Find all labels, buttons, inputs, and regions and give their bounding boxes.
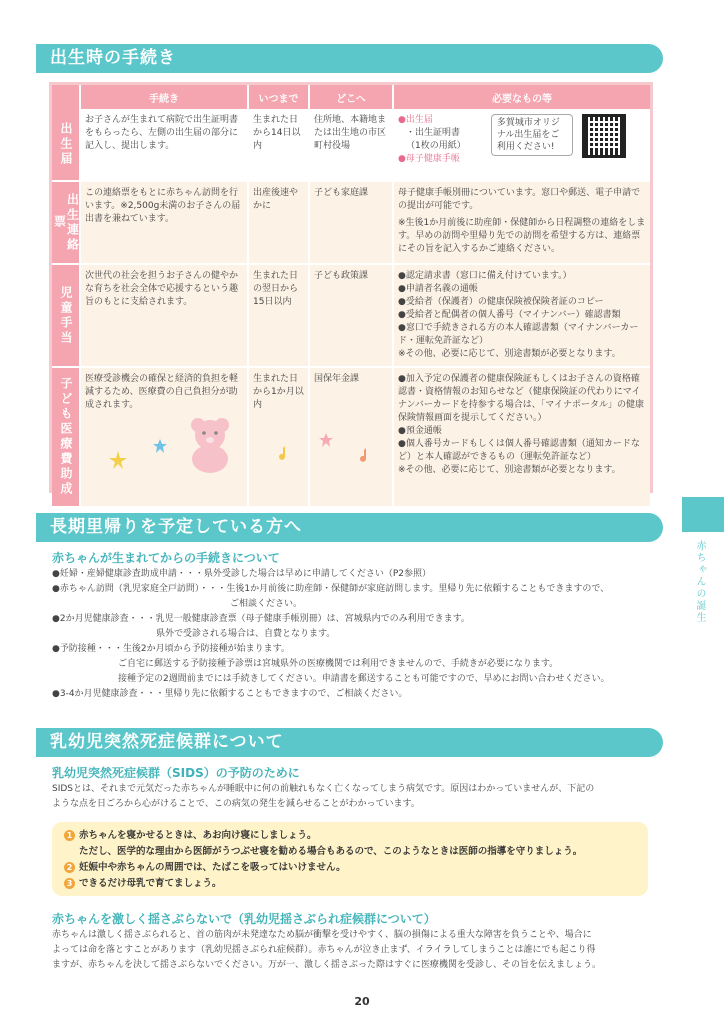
list-item: ●予防接種・・・生後2か月頃から予防接種が始まります。 — [52, 644, 290, 654]
requirements — [393, 181, 650, 264]
deadline: 生まれた日から14日以内 — [248, 109, 309, 181]
qr-code-icon[interactable] — [582, 114, 626, 158]
tip-item — [64, 828, 636, 844]
tip-text: できるだけ母乳で育てましょう。 — [79, 878, 222, 889]
chapter-tab[interactable] — [682, 497, 724, 532]
page-number: 20 — [354, 995, 370, 1008]
deadline: 生まれた日の翌日から15日以内 — [248, 264, 309, 367]
column-header: どこへ — [309, 85, 393, 109]
deadline: 生まれた日から1か月以内 — [248, 367, 309, 507]
section-title-birth-procedures: 出生時の手続き — [36, 44, 663, 73]
number-badge: 3 — [64, 878, 75, 889]
tip-item — [64, 844, 636, 860]
star-icon — [318, 432, 334, 448]
row-label: 子ども医療費助成 — [52, 367, 80, 507]
req-item: 母子健康手帳別冊についています。窓口や郵送、電子申請での提出が可能です。 — [398, 188, 641, 211]
tip-text: 妊娠中や赤ちゃんの周囲では、たばこを吸ってはいけません。 — [79, 862, 346, 873]
deadline: 出産後速やかに — [248, 181, 309, 264]
req-item: ●加入予定の保護者の健康保険証もしくはお子さんの資格確認書・資格情報のお知らせなど（健康保険証の代わりにマイナンバーカードを持参する場合は、「マイナポータル」の健康保険情報画面を提示してください。） — [398, 374, 645, 423]
chapter-tab-label: 赤ちゃんの誕生 — [694, 540, 705, 624]
qr-callout: 多賀城市オリジナル出生届をご利用ください! — [491, 114, 573, 156]
homecoming-list — [52, 567, 672, 702]
row-label: 児童手当 — [52, 264, 80, 367]
column-header: 手続き — [80, 85, 248, 109]
star-icon — [152, 438, 168, 454]
req-item: ●受給者（保護者）の健康保険被保険者証のコピー — [398, 297, 604, 307]
row-label: 出生連絡票 — [52, 181, 80, 264]
shaken-baby-paragraph — [52, 928, 672, 973]
table-header-row — [52, 85, 650, 109]
list-item: 接種予定の2週間前までには手続きしてください。申請書を郵送することも可能ですので、早めにお問い合わせください。 — [118, 674, 610, 684]
star-icon — [108, 450, 128, 470]
req-item: ●預金通帳 — [398, 426, 442, 436]
tip-text: ただし、医学的な理由から医師がうつぶせ寝を勧める場合もあるので、このようなときは医師の指導を守りましょう。 — [79, 846, 583, 857]
number-badge: 1 — [64, 830, 75, 841]
table-row — [52, 367, 650, 507]
procedure-desc: お子さんが生まれて病院で出生証明書をもらったら、左側の出生届の部分に記入し、提出します。 — [80, 109, 248, 181]
req-item: ※その他、必要に応じて、別途書類が必要となります。 — [398, 465, 621, 475]
music-note-icon — [356, 446, 372, 464]
list-item: ●赤ちゃん訪問（乳児家庭全戸訪問）・・・生後1か月前後に助産師・保健師が家庭訪問します。里帰り先に依頼することもできますので、 — [52, 584, 610, 594]
list-item: ●妊婦・産婦健康診査助成申請・・・県外受診した場合は早めに申請してください（P2参照） — [52, 569, 432, 579]
paragraph-line: SIDSとは、それまで元気だった赤ちゃんが睡眠中に何の前触れもなく亡くなってしまう病気です。原因はわかっていませんが、下記の — [52, 784, 595, 794]
paragraph-line: ますが、赤ちゃんを決して揺さぶらないでください。万が一、激しく揺さぶった際はすぐに医療機関を受診し、その旨を伝えましょう。 — [52, 960, 602, 970]
table-row — [52, 264, 650, 367]
music-note-icon — [275, 444, 291, 462]
destination: 子ども家庭課 — [309, 181, 393, 264]
requirements — [393, 264, 650, 367]
subsection-title: 赤ちゃんを激しく揺さぶらないで（乳幼児揺さぶられ症候群について） — [52, 912, 436, 926]
list-item: ●2か月児健康診査・・・乳児一般健康診査票（母子健康手帳別冊）は、宮城県内でのみ利用できます。 — [52, 614, 470, 624]
sids-paragraph — [52, 782, 672, 812]
tip-item — [64, 876, 636, 892]
teddy-bear-icon — [180, 413, 240, 475]
destination: 住所地、本籍地または出生地の市区町村役場 — [309, 109, 393, 181]
table-corner — [52, 85, 80, 109]
table-row — [52, 181, 650, 264]
row-label: 出生届 — [52, 109, 80, 181]
req-item: ●個人番号カードもしくは個人番号確認書類（通知カードなど）と本人確認ができるもの（運転免許証など） — [398, 439, 640, 462]
subsection-title: 赤ちゃんが生まれてからの手続きについて — [52, 551, 280, 565]
req-item: ※生後1か月前後に助産師・保健師から日程調整の連絡をします。早めの訪問や里帰り先での訪問を希望する方は、連絡票にその旨を記入するかご連絡ください。 — [398, 218, 646, 254]
table-row — [52, 109, 650, 181]
tip-text: 赤ちゃんを寝かせるときは、あお向け寝にしましょう。 — [79, 830, 317, 841]
procedure-desc: 医療受診機会の確保と経済的負担を軽減するため、医療費の自己負担分が助成されます。 — [80, 367, 248, 507]
req-item: ●窓口で手続きされる方の本人確認書類（マイナンバーカード・運転免許証など） — [398, 323, 639, 346]
req-item: ・出生証明書 — [406, 128, 461, 138]
column-header: いつまで — [248, 85, 309, 109]
destination: 子ども政策課 — [309, 264, 393, 367]
paragraph-line: 赤ちゃんは激しく揺さぶられると、首の筋肉が未発達なため脳が衝撃を受けやすく、脳の損傷による重大な障害を負うことや、場合に — [52, 930, 592, 940]
section-title-long-homecoming: 長期里帰りを予定している方へ — [36, 513, 663, 542]
requirements — [393, 109, 650, 181]
number-badge: 2 — [64, 862, 75, 873]
paragraph-line: よっては命を落とすことがあります（乳幼児揺さぶられ症候群）。赤ちゃんが泣き止まず、イライラしてしまうことは誰にでも起こり得 — [52, 945, 596, 955]
paragraph-line: ような点を日ごろから心がけることで、この病気の発生を減らせることがわかっています。 — [52, 799, 420, 809]
list-item: ●3-4か月児健康診査・・・里帰り先に依頼することもできますので、ご相談ください。 — [52, 689, 408, 699]
req-item: ●出生届 — [398, 115, 433, 125]
req-item: ●認定請求書（窓口に備え付けています。） — [398, 271, 572, 281]
column-header: 必要なもの等 — [393, 85, 650, 109]
list-item: ご自宅に郵送する予防接種予診票は宮城県外の医療機関では利用できませんので、手続きが必要になります。 — [118, 659, 559, 669]
subsection-title: 乳幼児突然死症候群（SIDS）の予防のために — [52, 766, 300, 780]
req-item: （1枚の用紙） — [406, 141, 466, 151]
destination: 国保年金課 — [309, 367, 393, 507]
tip-item — [64, 860, 636, 876]
list-item: 県外で受診される場合は、自費となります。 — [156, 629, 336, 639]
req-item: ※その他、必要に応じて、別途書類が必要となります。 — [398, 349, 621, 359]
procedure-desc: 次世代の社会を担うお子さんの健やかな育ちを社会全体で応援するという趣旨のもとに支給されます。 — [80, 264, 248, 367]
procedure-desc: この連絡票をもとに赤ちゃん訪問を行います。※2,500g未満のお子さんの届出書を兼ねています。 — [80, 181, 248, 264]
list-item: ご相談ください。 — [230, 599, 303, 609]
requirements — [393, 367, 650, 507]
req-item: ●受給者と配偶者の個人番号（マイナンバー）確認書類 — [398, 310, 621, 320]
req-item: ●申請者名義の通帳 — [398, 284, 478, 294]
sids-tips-box — [52, 822, 648, 896]
procedures-table — [49, 82, 653, 497]
section-title-sids: 乳幼児突然死症候群について — [36, 728, 663, 757]
req-item: ●母子健康手帳 — [398, 154, 460, 164]
